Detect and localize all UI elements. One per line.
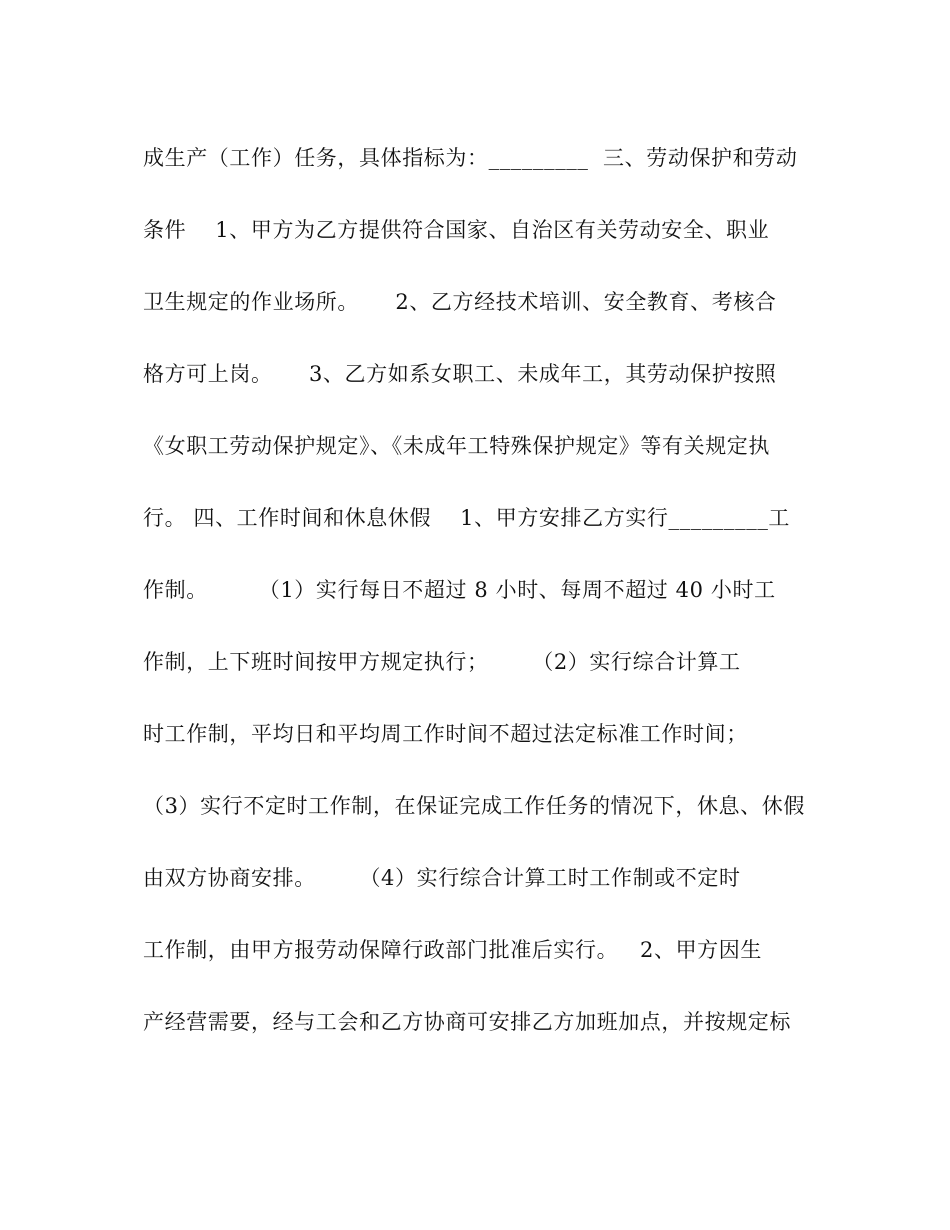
text-line-1: 成生产（工作）任务，具体指标为：_________ 三、劳动保护和劳动 — [143, 146, 798, 170]
text-line-7: 作制。 （1）实行每日不超过 8 小时、每周不超过 40 小时工 — [143, 578, 776, 602]
text-line-6: 行。 四、工作时间和休息休假 1、甲方安排乙方实行_________工 — [143, 506, 791, 530]
text-line-5: 《女职工劳动保护规定》、《未成年工特殊保护规定》等有关规定执 — [143, 434, 770, 458]
text-line-11: 由双方协商安排。 （4）实行综合计算工时工作制或不定时 — [143, 866, 741, 890]
text-line-9: 时工作制，平均日和平均周工作时间不超过法定标准工作时间； — [143, 722, 748, 746]
text-line-2: 条件 1、甲方为乙方提供符合国家、自治区有关劳动安全、职业 — [143, 218, 770, 242]
text-line-12: 工作制，由甲方报劳动保障行政部门批准后实行。 2、甲方因生 — [143, 938, 762, 962]
text-line-8: 作制，上下班时间按甲方规定执行； （2）实行综合计算工 — [143, 650, 741, 674]
text-line-3: 卫生规定的作业场所。 2、乙方经技术培训、安全教育、考核合 — [143, 290, 777, 314]
text-line-13: 产经营需要，经与工会和乙方协商可安排乙方加班加点，并按规定标 — [143, 1010, 791, 1034]
text-line-10: （3）实行不定时工作制，在保证完成工作任务的情况下，休息、休假 — [143, 794, 805, 818]
text-line-4: 格方可上岗。 3、乙方如系女职工、未成年工，其劳动保护按照 — [143, 362, 777, 386]
